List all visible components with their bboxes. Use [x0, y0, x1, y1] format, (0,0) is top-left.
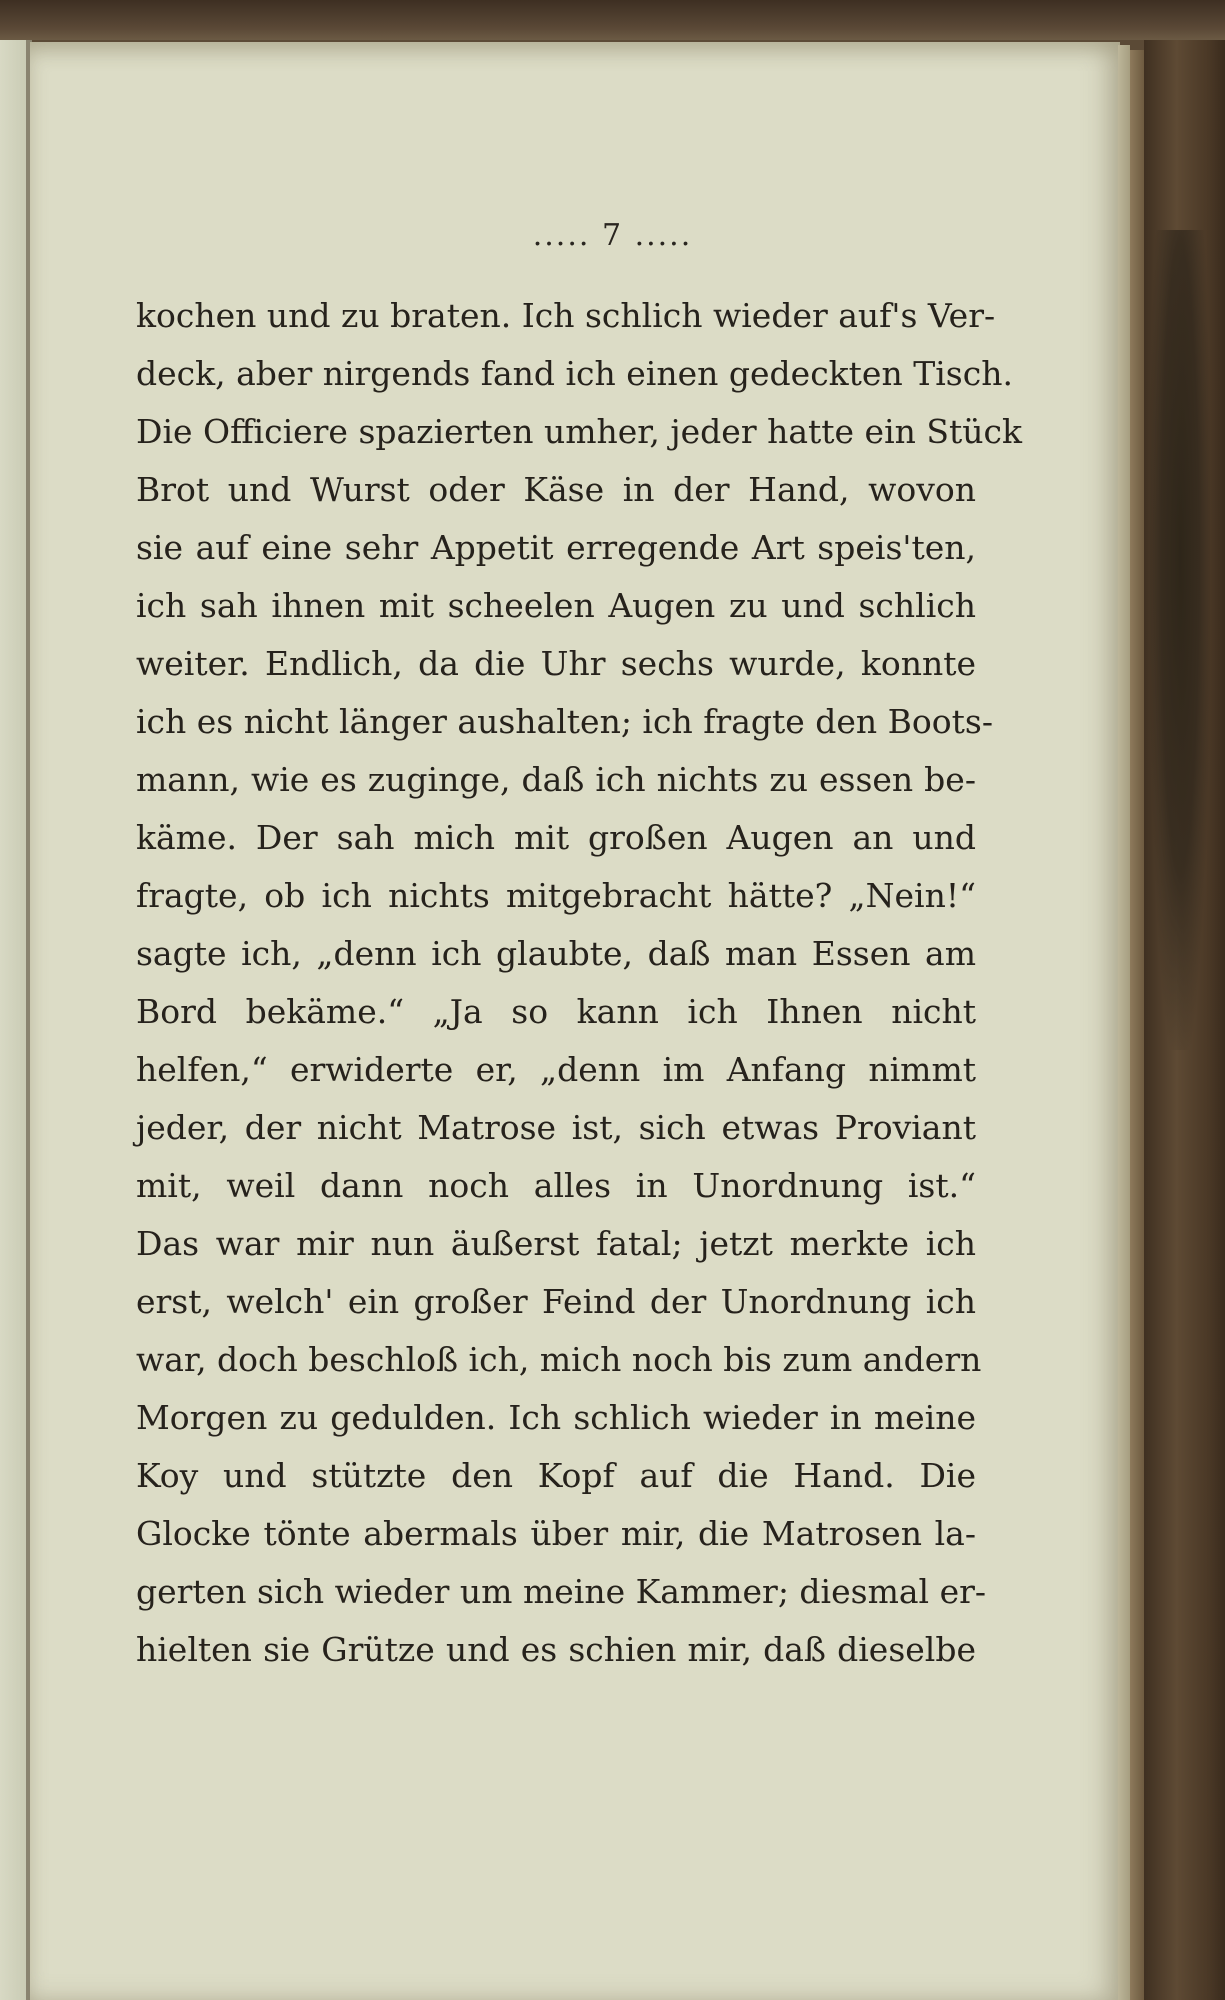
text-line: Koy und stützte den Kopf auf die Hand. Die [136, 1456, 976, 1495]
text-line: gerten sich wieder um meine Kammer; diesmal er- [136, 1572, 987, 1611]
book-top-edge [0, 0, 1225, 40]
page-number: ..... 7 ..... [532, 218, 693, 253]
text-line: war, doch beschloß ich, mich noch bis zum andern [136, 1340, 982, 1379]
text-line: kochen und zu braten. Ich schlich wieder auf's Ver- [136, 296, 996, 335]
text-line: jeder, der nicht Matrose ist, sich etwas Proviant [136, 1108, 976, 1147]
text-line: fragte, ob ich nichts mitgebracht hätte? „Nein!“ [136, 876, 976, 915]
text-line: hielten sie Grütze und es schien mir, daß dieselbe [136, 1630, 976, 1669]
page-stack-edge [1118, 45, 1130, 2000]
text-line: ich sah ihnen mit scheelen Augen zu und schlich [136, 586, 976, 625]
text-line: Glocke tönte abermals über mir, die Matrosen la- [136, 1514, 976, 1553]
text-line: Das war mir nun äußerst fatal; jetzt merkte ich [136, 1224, 976, 1263]
text-line: mann, wie es zuginge, daß ich nichts zu essen be- [136, 760, 976, 799]
text-line: sagte ich, „denn ich glaubte, daß man Essen am [136, 934, 976, 973]
cover-wear-mark [1150, 230, 1210, 1050]
text-line: sie auf eine sehr Appetit erregende Art speis'ten, [136, 528, 976, 567]
text-line: Die Officiere spazierten umher, jeder hatte ein Stück [136, 412, 1022, 451]
text-line: deck, aber nirgends fand ich einen gedeckten Tisch. [136, 354, 1013, 393]
text-line: Brot und Wurst oder Käse in der Hand, wovon [136, 470, 976, 509]
body-text [136, 287, 1022, 1679]
text-line: mit, weil dann noch alles in Unordnung ist.“ [136, 1166, 976, 1205]
text-line: ich es nicht länger aushalten; ich fragte den Boots- [136, 702, 994, 741]
page-stack-shadow [1130, 50, 1144, 2000]
text-line: weiter. Endlich, da die Uhr sechs wurde, konnte [136, 644, 976, 683]
text-line: Morgen zu gedulden. Ich schlich wieder in meine [136, 1398, 976, 1437]
text-line: Bord bekäme.“ „Ja so kann ich Ihnen nicht [136, 992, 976, 1031]
text-line: käme. Der sah mich mit großen Augen an und [136, 818, 976, 857]
previous-page-edge [0, 40, 28, 2000]
text-line: helfen,“ erwiderte er, „denn im Anfang nimmt [136, 1050, 976, 1089]
text-line: erst, welch' ein großer Feind der Unordnung ich [136, 1282, 976, 1321]
